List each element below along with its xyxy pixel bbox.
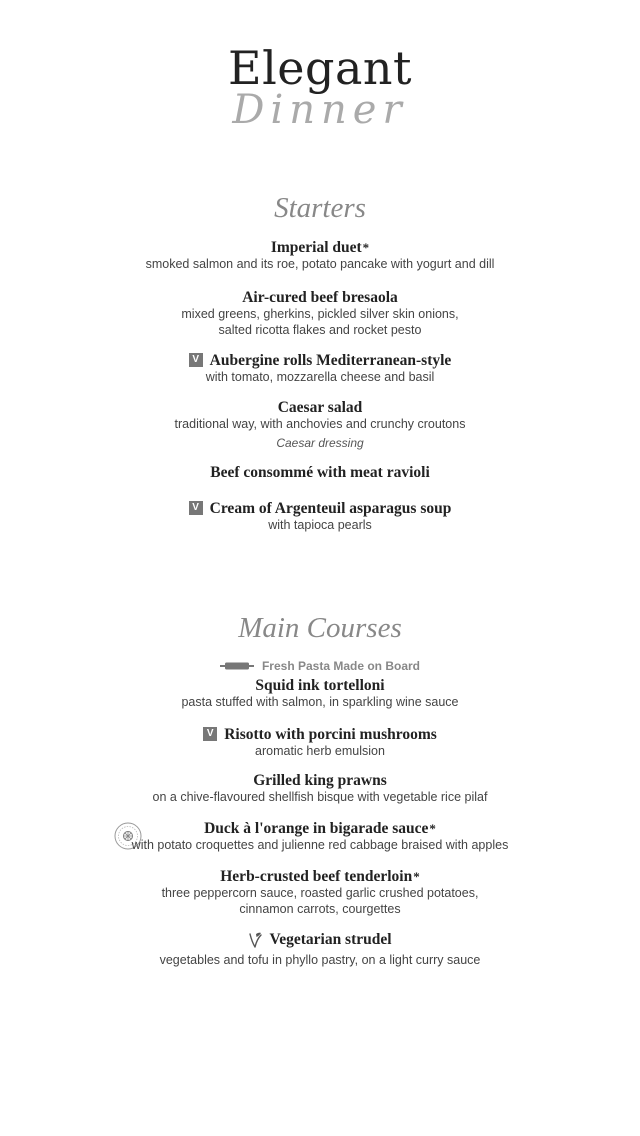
section-title-starters: Starters — [274, 192, 366, 224]
dish-description: smoked salmon and its roe, potato pancake with yogurt and dill — [145, 257, 495, 271]
dish-beef-tenderloin: Herb-crusted beef tenderloin * three peppercorn sauce, roasted garlic crushed potatoes, cinnamon carrots, courgettes — [0, 867, 640, 917]
fresh-pasta-label: Fresh Pasta Made on Board — [261, 659, 421, 673]
dish-name: Cream of Argenteuil asparagus soup — [209, 499, 452, 517]
dish-description: with potato croquettes and julienne red cabbage braised with apples — [131, 838, 509, 852]
dish-name: Imperial duet — [270, 239, 362, 256]
fresh-pasta-note — [0, 659, 640, 673]
dish-description: traditional way, with anchovies and crunchy croutons — [174, 417, 466, 431]
menu-title-script: Dinner — [232, 87, 408, 133]
section-title-main-courses: Main Courses — [238, 612, 402, 644]
dish-king-prawns — [0, 771, 640, 806]
dish-description: mixed greens, gherkins, pickled silver skin onions, — [181, 307, 459, 321]
v-badge-icon: V — [189, 353, 203, 367]
dish-risotto — [0, 723, 640, 759]
dish-name: Grilled king prawns — [253, 772, 387, 789]
dish-name: Herb-crusted beef tenderloin — [220, 868, 413, 885]
dish-description: three peppercorn sauce, roasted garlic crushed potatoes, — [161, 886, 479, 900]
menu-title-main: Elegant — [228, 41, 412, 95]
dish-duck-a-lorange: Duck à l'orange in bigarade sauce * with potato croquettes and julienne red cabbage braised with apples — [0, 819, 640, 854]
dish-name: Air-cured beef bresaola — [242, 289, 398, 306]
dish-description: on a chive-flavoured shellfish bisque with vegetable rice pilaf — [152, 790, 488, 804]
dish-name: Vegetarian strudel — [269, 931, 392, 948]
dish-bresaola — [0, 288, 640, 338]
dish-description: salted ricotta flakes and rocket pesto — [218, 322, 422, 337]
dish-consomme — [0, 463, 640, 482]
v-badge-icon: V — [189, 501, 203, 515]
dish-aubergine-rolls — [0, 349, 640, 385]
dish-name: Aubergine rolls Mediterranean-style — [209, 351, 452, 369]
dish-name: Beef consommé with meat ravioli — [210, 464, 430, 481]
dish-squid-ink-tortelloni — [0, 676, 640, 711]
dish-description: cinnamon carrots, courgettes — [239, 901, 401, 916]
v-badge-icon: V — [203, 727, 217, 741]
dish-description: aromatic herb emulsion — [255, 743, 385, 758]
menu-title — [0, 38, 640, 133]
dish-name: Duck à l'orange in bigarade sauce — [204, 820, 429, 837]
dish-description: pasta stuffed with salmon, in sparkling wine sauce — [181, 695, 459, 709]
dish-caesar-salad — [0, 398, 640, 451]
dish-imperial-duet: Imperial duet * smoked salmon and its roe, potato pancake with yogurt and dill — [0, 238, 640, 273]
dish-description: with tapioca pearls — [268, 517, 372, 532]
rolling-pin-icon — [220, 662, 254, 670]
dish-name: Squid ink tortelloni — [255, 677, 385, 694]
dish-name: Risotto with porcini mushrooms — [224, 725, 437, 743]
dish-vegetarian-strudel — [0, 930, 640, 968]
dish-asparagus-soup — [0, 497, 640, 533]
vegan-leaf-icon — [248, 932, 262, 948]
dish-description: vegetables and tofu in phyllo pastry, on a light curry sauce — [159, 952, 481, 967]
dish-name: Caesar salad — [277, 399, 363, 416]
dish-description: with tomato, mozzarella cheese and basil — [205, 369, 435, 384]
dish-subtext: Caesar dressing — [276, 435, 364, 450]
